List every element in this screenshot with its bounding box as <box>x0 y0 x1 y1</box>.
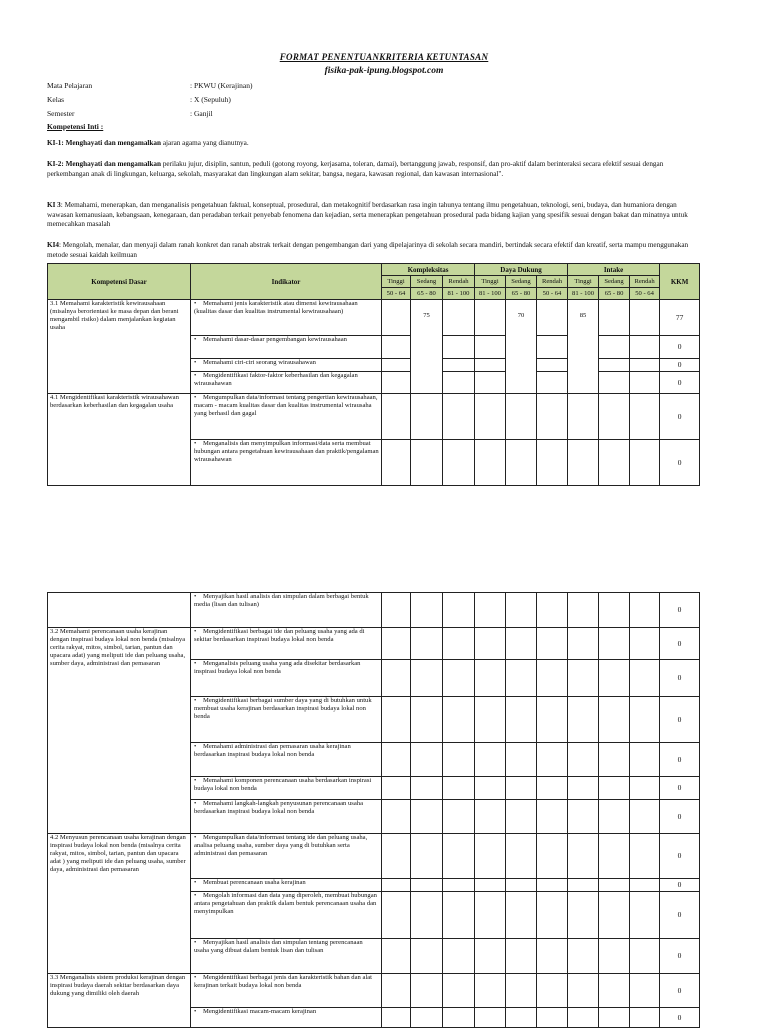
meta-label: Kelas <box>47 95 65 104</box>
kd-cell: 4.2 Menyusun perencanaan usaha kerajinan dengan inspirasi budaya lokal non benda (misalnya cerita rakyat, mitos, simbol, tarian, pantun dan upacara adat ) yang meliputi ide dan peluang usaha, sumber daya, administrasi dan pemasaran <box>48 834 191 974</box>
kkm-cell: 0 <box>660 939 700 974</box>
indicator-cell: • Memahami ciri-ciri seorang wirausahawan <box>191 359 382 372</box>
subheader: Tinggi <box>568 276 599 288</box>
range: 65 - 80 <box>506 288 537 300</box>
indicator-cell: • Memahami komponen perencanaan usaha berdasarkan inspirasi budaya lokal non benda <box>191 777 382 800</box>
range: 50 - 64 <box>537 288 568 300</box>
kkm-cell: 0 <box>660 628 700 660</box>
kkm-cell: 0 <box>660 440 700 486</box>
kkm-cell: 0 <box>660 1008 700 1028</box>
indicator-cell: • Mengolah informasi dan data yang diperoleh, membuat hubungan antara pengetahuan dan praktik dalam bentuk perencanaan usaha dan menyimpulkan <box>191 892 382 939</box>
subheader: Sedang <box>599 276 630 288</box>
kd-cell: 3.2 Memahami perencanaan usaha kerajinan dengan inspirasi budaya lokal non benda (misalnya cerita rakyat, mitos, simbol, tarian, pantun dan upacara adat) yang meliputi ide dan peluang usaha, sumber daya, administrasi dan pemasaran <box>48 628 191 834</box>
table-row <box>48 974 700 1008</box>
table-row <box>48 593 700 628</box>
range: 50 - 64 <box>630 288 660 300</box>
kkm-cell: 0 <box>660 777 700 800</box>
kkm-table-continued <box>47 592 700 1028</box>
header-indikator: Indikator <box>191 264 382 300</box>
subheader: Sedang <box>411 276 443 288</box>
indicator-cell: • Mengidentifikasi berbagai jenis dan karakteristik bahan dan alat kerajinan terkait budaya lokal non benda <box>191 974 382 1008</box>
ki-text: perilaku jujur, disiplin, santun, peduli (gotong royong, kerjasama, toleran, damai), bertanggung jawab, responsif, dan pro-aktif dalam berinteraksi secara efektif sesuai dengan perkembangan anak di lingkungan, keluarga, sekolah, masyarakat dan lingkungan alam sekitar, bangsa, negara, kawasan regional, dan kawasan internasional". <box>47 160 664 178</box>
range: 81 - 100 <box>443 288 475 300</box>
indicator-cell: • Mengumpulkan data/informasi tentang pengertian kewirausahaan, macam - macam kualitas dasar dan kualitas instrumental wirausaha yang berhasil dan gagal <box>191 394 382 440</box>
kkm-table-top <box>47 263 700 486</box>
indicator-cell: • Mengidentifikasi faktor-faktor keberhasilan dan kegagalan wirausahawan <box>191 372 382 394</box>
table-row <box>48 628 700 660</box>
range: 65 - 80 <box>599 288 630 300</box>
indicator-cell: • Menganalisis peluang usaha yang ada disekitar berdasarkan inspirasi budaya lokal non benda <box>191 660 382 697</box>
indicator-cell: • Memahami administrasi dan pemasaran usaha kerajinan berdasarkan inspirasi budaya lokal non benda <box>191 743 382 777</box>
kkm-cell: 0 <box>660 743 700 777</box>
header-kkm: KKM <box>660 264 700 300</box>
ki-text: : Memahami, menerapkan, dan menganalisis pengetahuan faktual, konseptual, prosedural, dan metakognitif berdasarkan rasa ingin tahunya tentang ilmu pengetahuan, teknologi, seni, budaya, dan humaniora dengan wawasan kemanusiaan, kebangsaan, kenegaraan, dan peradaban terkait penyebab fenomena dan kejadian, serta menerapkan pengetahuan prosedural pada bidang kajian yang spesifik sesuai dengan bakat dan minatnya untuk memecahkan masalah <box>47 201 688 228</box>
ki-2 <box>47 160 693 179</box>
subheader: Rendah <box>537 276 568 288</box>
indicator-cell: • Menganalisis dan menyimpulkan informasi/data serta membuat hubungan antara pengetahuan kewirausahaan dan praktik/pengalaman wirausahawan <box>191 440 382 486</box>
meta-value: : X (Sepuluh) <box>190 95 231 104</box>
ki-4 <box>47 241 693 260</box>
kkm-cell: 0 <box>660 336 700 359</box>
ki-label: KI-1: Menghayati dan mengamalkan <box>47 139 162 147</box>
kd-cell: 4.1 Mengidentifikasi karakteristik wirausahawan berdasarkan keberhasilan dan kegagalan usaha <box>48 394 191 486</box>
ki-text: ajaran agama yang dianutnya. <box>161 139 249 147</box>
indicator-cell: • Menyajikan hasil analisis dan simpulan tentang perencanaan usaha yang dibuat dalam bentuk lisan dan tulisan <box>191 939 382 974</box>
kkm-cell: 0 <box>660 593 700 628</box>
kkm-cell: 0 <box>660 372 700 394</box>
indicator-cell: • Mengidentifikasi macam-macam kerajinan <box>191 1008 382 1028</box>
kd-cell: 3.1 Memahami karakteristik kewirausahaan (misalnya berorientasi ke masa depan dan berani mengambil risiko) dalam menjalankan kegiatan usaha <box>48 300 191 394</box>
subheader: Rendah <box>630 276 660 288</box>
ki-label: KI4 <box>47 241 59 249</box>
ki-label: KI 3 <box>47 201 61 209</box>
meta-value: : Ganjil <box>190 109 213 118</box>
range: 50 - 64 <box>382 288 411 300</box>
header-kompleksitas: Kompleksitas <box>382 264 475 276</box>
meta-label: Semester <box>47 109 75 118</box>
ki-label: KI-2: Menghayati dan mengamalkan <box>47 160 162 168</box>
kkm-cell: 0 <box>660 834 700 879</box>
indicator-cell: • Mengidentifikasi berbagai ide dan peluang usaha yang ada di sekitar berdasarkan inspirasi budaya lokal non benda <box>191 628 382 660</box>
kkm-cell: 0 <box>660 697 700 743</box>
kkm-cell: 0 <box>660 660 700 697</box>
indicator-cell: • Mengumpulkan data/informasi tentang ide dan peluang usaha, analisa peluang usaha, sumber daya yang di butuhkan serta administrasi dan pemasaran <box>191 834 382 879</box>
kkm-cell: 0 <box>660 879 700 892</box>
score-cell: 85 <box>568 300 599 394</box>
kkm-cell: 0 <box>660 394 700 440</box>
kkm-cell: 0 <box>660 892 700 939</box>
header-daya-dukung: Daya Dukung <box>475 264 568 276</box>
header-kd: Kompetensi Dasar <box>48 264 191 300</box>
table-row <box>48 300 700 336</box>
meta-value: : PKWU (Kerajinan) <box>190 81 253 90</box>
kd-cell: 3.3 Menganalisis sistem produksi kerajinan dengan inspirasi budaya daerah sekitar berdasarkan daya dukung yang dimiliki oleh daerah <box>48 974 191 1028</box>
range: 81 - 100 <box>475 288 506 300</box>
header-intake: Intake <box>568 264 660 276</box>
range: 65 - 80 <box>411 288 443 300</box>
document-title: FORMAT PENENTUANKRITERIA KETUNTASAN <box>279 52 489 62</box>
indicator-cell: • Menyajikan hasil analisis dan simpulan dalam berbagai bentuk media (lisan dan tulisan) <box>191 593 382 628</box>
kkm-cell: 0 <box>660 800 700 834</box>
kkm-cell: 0 <box>660 974 700 1008</box>
range: 81 - 100 <box>568 288 599 300</box>
ki-3 <box>47 201 693 230</box>
subheader: Tinggi <box>382 276 411 288</box>
kkm-cell: 77 <box>660 300 700 336</box>
indicator-cell: • Memahami jenis karakteristik atau dimensi kewirausahaan (kualitas dasar dan kualitas instrumental kewirausahaan) <box>191 300 382 336</box>
indicator-cell: • Membuat perencanaan usaha kerajinan <box>191 879 382 892</box>
indicator-cell: • Mengidentifikasi berbagai sumber daya yang di butuhkan untuk membuat usaha kerajinan berdasarkan inspirasi budaya lokal non benda <box>191 697 382 743</box>
ki-heading: Kompetensi Inti : <box>47 122 104 131</box>
ki-1 <box>47 139 693 149</box>
subheader: Tinggi <box>475 276 506 288</box>
table-row <box>48 394 700 440</box>
indicator-cell: • Memahami dasar-dasar pengembangan kewirausahaan <box>191 336 382 359</box>
table-row <box>48 834 700 879</box>
ki-text: : Mengolah, menalar, dan menyaji dalam ranah konkret dan ranah abstrak terkait dengan pengembangan dari yang dipelajarinya di sekolah secara mandiri, bertindak secara efektif dan kreatif, serta mampu menggunakan metode sesuai kaidah keilmuan <box>47 241 689 259</box>
indicator-cell: • Memahami langkah-langkah penyusunan perencanaan usaha berdasarkan inspirasi budaya lokal non benda <box>191 800 382 834</box>
meta-label: Mata Pelajaran <box>47 81 93 90</box>
subheader: Rendah <box>443 276 475 288</box>
kkm-cell: 0 <box>660 359 700 372</box>
document-site: fisika-pak-ipung.blogspot.com <box>324 66 444 76</box>
score-cell: 70 <box>506 300 537 394</box>
subheader: Sedang <box>506 276 537 288</box>
score-cell: 75 <box>411 300 443 394</box>
